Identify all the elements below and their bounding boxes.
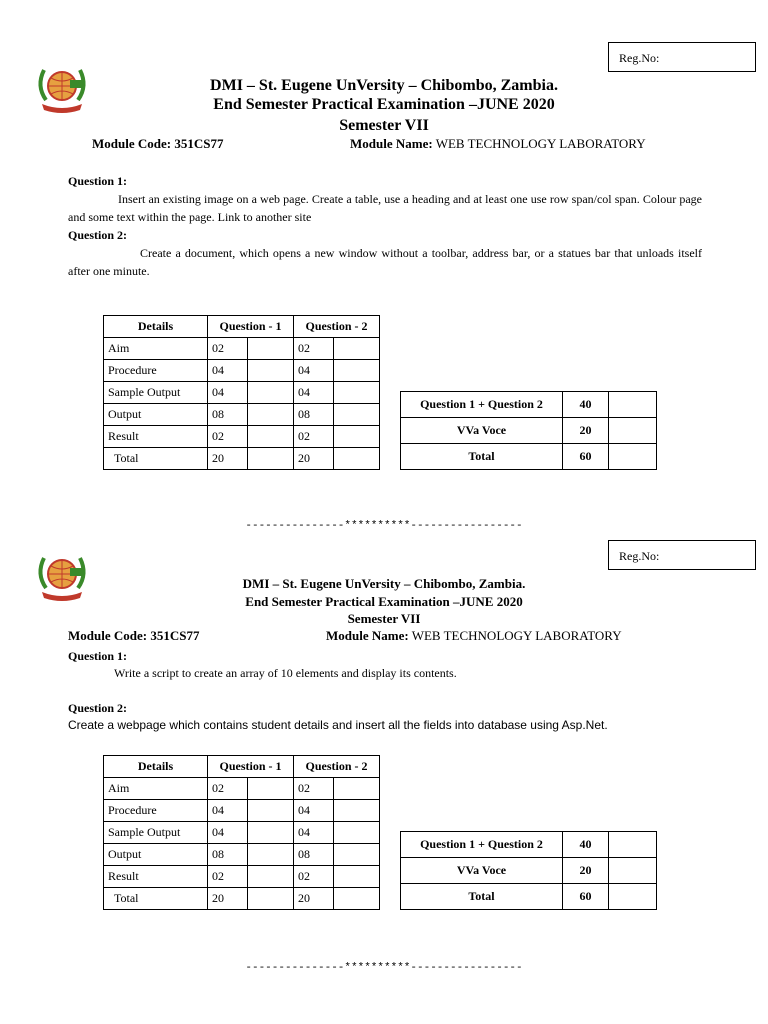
q2-mark: 04 [294,382,334,404]
row-label: Output [104,844,208,866]
total-score-cell [609,418,657,444]
q1-mark: 20 [208,448,248,470]
total-row-label: Total [401,444,563,470]
table-row [104,448,380,470]
q2-score-cell [334,426,380,448]
question-2-text: Create a webpage which contains student details and insert all the fields into database using Asp.Net. [68,718,608,732]
total-row-label: VVa Voce [401,858,563,884]
total-row-value: 60 [563,444,609,470]
q1-score-cell [248,360,294,382]
reg-no-label: Reg.No: [619,549,660,563]
row-label: Result [104,866,208,888]
total-score-cell [609,832,657,858]
table-row [104,888,380,910]
q1-score-cell [248,426,294,448]
total-row-value: 40 [563,392,609,418]
q1-score-cell [248,338,294,360]
row-label: Output [104,404,208,426]
table-row [401,444,657,470]
total-row-value: 40 [563,832,609,858]
q1-score-cell [248,404,294,426]
q2-mark: 04 [294,800,334,822]
q2-score-cell [334,800,380,822]
row-label: Total [104,448,208,470]
total-row-value: 60 [563,884,609,910]
q2-mark: 20 [294,888,334,910]
table-row [401,858,657,884]
q2-score-cell [334,866,380,888]
table-row [104,382,380,404]
module-name-line [326,628,622,644]
q2-mark: 02 [294,866,334,888]
q1-mark: 08 [208,404,248,426]
module-code: Module Code: 351CS77 [92,136,224,151]
row-label: Sample Output [104,822,208,844]
q2-mark: 08 [294,404,334,426]
q1-score-cell [248,778,294,800]
q1-score-cell [248,800,294,822]
q1-mark: 02 [208,778,248,800]
module-name: WEB TECHNOLOGY LABORATORY [411,628,622,643]
exam-title: End Semester Practical Examination –JUNE 2020 [213,96,555,113]
q1-mark: 08 [208,844,248,866]
row-label: Result [104,426,208,448]
q1-mark: 04 [208,800,248,822]
module-name: WEB TECHNOLOGY LABORATORY [435,136,646,151]
q2-score-cell [334,448,380,470]
table-row [104,866,380,888]
row-label: Procedure [104,360,208,382]
q2-mark: 02 [294,338,334,360]
university-name: DMI – St. Eugene UnVersity – Chibombo, Zambia. [242,576,526,591]
total-score-cell [609,392,657,418]
university-name: DMI – St. Eugene UnVersity – Chibombo, Zambia. [210,77,558,94]
q1-score-cell [248,382,294,404]
total-row-value: 20 [563,858,609,884]
question-1-text: Write a script to create an array of 10 elements and display its contents. [114,666,457,680]
q2-mark: 04 [294,360,334,382]
q1-mark: 02 [208,866,248,888]
question-2-label: Question 2: [68,701,128,715]
marks-table [103,755,380,910]
table-row [104,404,380,426]
total-row-label: Question 1 + Question 2 [401,392,563,418]
total-score-cell [609,444,657,470]
question-1-label: Question 1: [68,174,128,188]
header-question-2: Question - 2 [294,756,380,778]
q2-score-cell [334,404,380,426]
module-name-label: Module Name: [326,628,409,643]
row-label: Aim [104,778,208,800]
header-question-1: Question - 1 [208,756,294,778]
module-name-label: Module Name: [350,136,433,151]
row-label: Procedure [104,800,208,822]
q2-score-cell [334,382,380,404]
separator-line: ---------------**********----------------- [245,520,523,532]
q1-mark: 20 [208,888,248,910]
header-question-2: Question - 2 [294,316,380,338]
q2-score-cell [334,888,380,910]
semester-label: Semester VII [339,117,429,134]
table-row [401,832,657,858]
q2-score-cell [334,360,380,382]
table-row [104,822,380,844]
marks-table [103,315,380,470]
total-score-cell [609,858,657,884]
q2-mark: 04 [294,822,334,844]
q2-score-cell [334,778,380,800]
header-details: Details [104,316,208,338]
module-code: Module Code: 351CS77 [68,628,200,643]
row-label: Aim [104,338,208,360]
question-2-label: Question 2: [68,228,128,242]
total-row-label: VVa Voce [401,418,563,444]
question-1-text: Insert an existing image on a web page. Create a table, use a heading and at least one use row span/col span. Colour page and some text within the page. Link to another site [68,192,702,224]
q1-mark: 04 [208,360,248,382]
reg-no-box-2 [608,540,756,570]
q1-score-cell [248,822,294,844]
semester-label: Semester VII [347,611,421,626]
header-details: Details [104,756,208,778]
total-row-label: Total [401,884,563,910]
header-question-1: Question - 1 [208,316,294,338]
table-row [401,418,657,444]
row-label: Total [104,888,208,910]
table-row [104,338,380,360]
q2-mark: 20 [294,448,334,470]
q2-score-cell [334,844,380,866]
q1-mark: 04 [208,822,248,844]
table-row [401,392,657,418]
q1-mark: 02 [208,338,248,360]
total-row-value: 20 [563,418,609,444]
table-row [104,778,380,800]
q2-score-cell [334,338,380,360]
table-row [104,800,380,822]
reg-no-label: Reg.No: [619,51,660,65]
q1-mark: 04 [208,382,248,404]
q1-score-cell [248,866,294,888]
module-name-line [350,136,646,152]
table-row [401,884,657,910]
q1-score-cell [248,844,294,866]
total-row-label: Question 1 + Question 2 [401,832,563,858]
separator-line: ---------------**********----------------- [245,962,523,974]
reg-no-box-1 [608,42,756,72]
table-header-row [104,316,380,338]
table-row [104,844,380,866]
table-row [104,360,380,382]
row-label: Sample Output [104,382,208,404]
q1-score-cell [248,888,294,910]
q2-mark: 02 [294,426,334,448]
question-1-label: Question 1: [68,649,128,663]
q2-mark: 02 [294,778,334,800]
table-header-row [104,756,380,778]
total-score-cell [609,884,657,910]
question-2-text: Create a document, which opens a new window without a toolbar, address bar, or a statues bar that unloads itself after one minute. [68,246,702,278]
exam-title: End Semester Practical Examination –JUNE 2020 [245,594,523,609]
q2-score-cell [334,822,380,844]
table-row [104,426,380,448]
q1-mark: 02 [208,426,248,448]
total-table [400,831,657,910]
total-table [400,391,657,470]
q2-mark: 08 [294,844,334,866]
q1-score-cell [248,448,294,470]
